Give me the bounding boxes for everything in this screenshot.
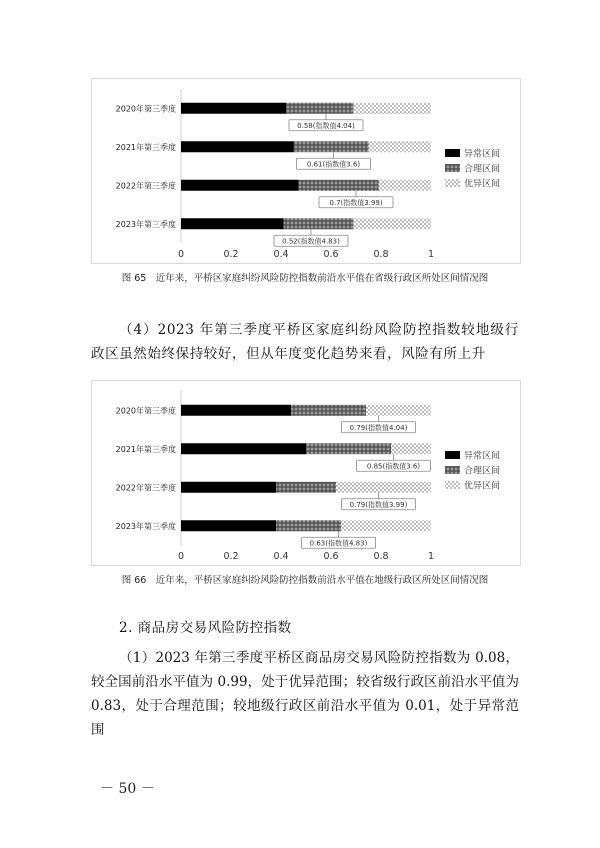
x-tick-label: 0 xyxy=(177,551,185,562)
bar-segment xyxy=(336,482,431,493)
bar-segment xyxy=(291,405,366,416)
x-tick-label: 0.2 xyxy=(223,551,239,562)
bar-segment xyxy=(181,443,306,454)
y-tick-label: 2022年第三季度 xyxy=(115,181,176,191)
bar-segment xyxy=(181,482,276,493)
x-tick-label: 0.4 xyxy=(273,249,289,260)
page-number: － 50 － xyxy=(100,781,155,797)
section-heading: 2. 商品房交易风险防控指数 xyxy=(119,620,292,636)
chart-figure-65 xyxy=(91,78,521,264)
bar-segment xyxy=(181,180,299,191)
bar-segment xyxy=(391,443,431,454)
bar-segment xyxy=(286,103,354,114)
legend-swatch xyxy=(445,179,460,187)
callout-label: 0.61(指数值3.6) xyxy=(306,160,361,169)
y-tick-label: 2021年第三季度 xyxy=(115,142,176,152)
y-tick-label: 2022年第三季度 xyxy=(115,483,176,493)
bar-segment xyxy=(366,405,431,416)
x-tick-label: 1 xyxy=(427,249,435,260)
y-tick-label: 2021年第三季度 xyxy=(115,444,176,454)
callout-label: 0.7(指数值3.99) xyxy=(329,198,383,207)
bar-segment xyxy=(181,103,286,114)
y-tick-label: 2023年第三季度 xyxy=(115,521,176,531)
y-tick-label: 2020年第三季度 xyxy=(115,406,176,416)
chart-figure-66 xyxy=(91,380,521,566)
legend-label: 异常区间 xyxy=(464,149,501,160)
y-tick-label: 2023年第三季度 xyxy=(115,219,176,229)
callout-label: 0.63(指数值4.83) xyxy=(309,539,368,548)
legend-swatch xyxy=(445,164,460,172)
bar-segment xyxy=(341,520,431,531)
legend-label: 异常区间 xyxy=(464,451,501,462)
bar-segment xyxy=(276,520,341,531)
x-tick-label: 0.6 xyxy=(323,551,339,562)
callout-label: 0.52(指数值4.83) xyxy=(282,237,340,246)
chart-svg xyxy=(92,381,520,565)
bar-segment xyxy=(379,180,432,191)
callout-label: 0.58(指数值4.04) xyxy=(297,121,355,130)
x-tick-label: 0 xyxy=(177,249,185,260)
chart-svg xyxy=(92,79,520,263)
bar-segment xyxy=(369,141,432,152)
bar-segment xyxy=(181,141,294,152)
bar-segment xyxy=(276,482,336,493)
figure-caption: 图 65 近年来，平桥区家庭纠纷风险防控指数前沿水平值在省级行政区所处区间情况图 xyxy=(121,273,489,284)
x-tick-label: 1 xyxy=(427,551,435,562)
x-tick-label: 0.4 xyxy=(273,551,289,562)
paragraph: （4）2023 年第三季度平桥区家庭纠纷风险防控指数较地级行政区虽然始终保持较好，但从年度变化趋势来看，风险有所上升 xyxy=(91,322,519,362)
bar-segment xyxy=(181,520,276,531)
legend-swatch xyxy=(445,466,460,474)
legend-label: 合理区间 xyxy=(464,164,501,175)
legend-label: 合理区间 xyxy=(464,466,501,477)
bar-segment xyxy=(284,218,354,229)
x-tick-label: 0.8 xyxy=(373,249,389,260)
x-tick-label: 0.2 xyxy=(223,249,239,260)
bar-segment xyxy=(354,218,432,229)
paragraph: （1）2023 年第三季度平桥区商品房交易风险防控指数为 0.08，较全国前沿水平值为 0.99，处于优异范围；较省级行政区前沿水平值为 0.83，处于合理范围；较地级行政区前沿水平值为 0.01，处于异常范围 xyxy=(91,650,519,738)
figure-caption: 图 66 近年来，平桥区家庭纠纷风险防控指数前沿水平值在地级行政区所处区间情况图 xyxy=(121,575,489,586)
bar-segment xyxy=(294,141,369,152)
bar-segment xyxy=(181,218,284,229)
bar-segment xyxy=(181,405,291,416)
legend-swatch xyxy=(445,451,460,459)
legend-label: 优异区间 xyxy=(464,179,501,190)
callout-label: 0.85(指数值3.6) xyxy=(366,462,421,471)
callout-label: 0.79(指数值4.04) xyxy=(349,423,408,432)
legend-label: 优异区间 xyxy=(464,481,501,492)
x-tick-label: 0.6 xyxy=(323,249,339,260)
legend-swatch xyxy=(445,481,460,489)
bar-segment xyxy=(306,443,391,454)
bar-segment xyxy=(354,103,432,114)
callout-label: 0.79(指数值3.99) xyxy=(349,500,408,509)
legend-swatch xyxy=(445,149,460,157)
y-tick-label: 2020年第三季度 xyxy=(115,104,176,114)
bar-segment xyxy=(299,180,379,191)
x-tick-label: 0.8 xyxy=(373,551,389,562)
